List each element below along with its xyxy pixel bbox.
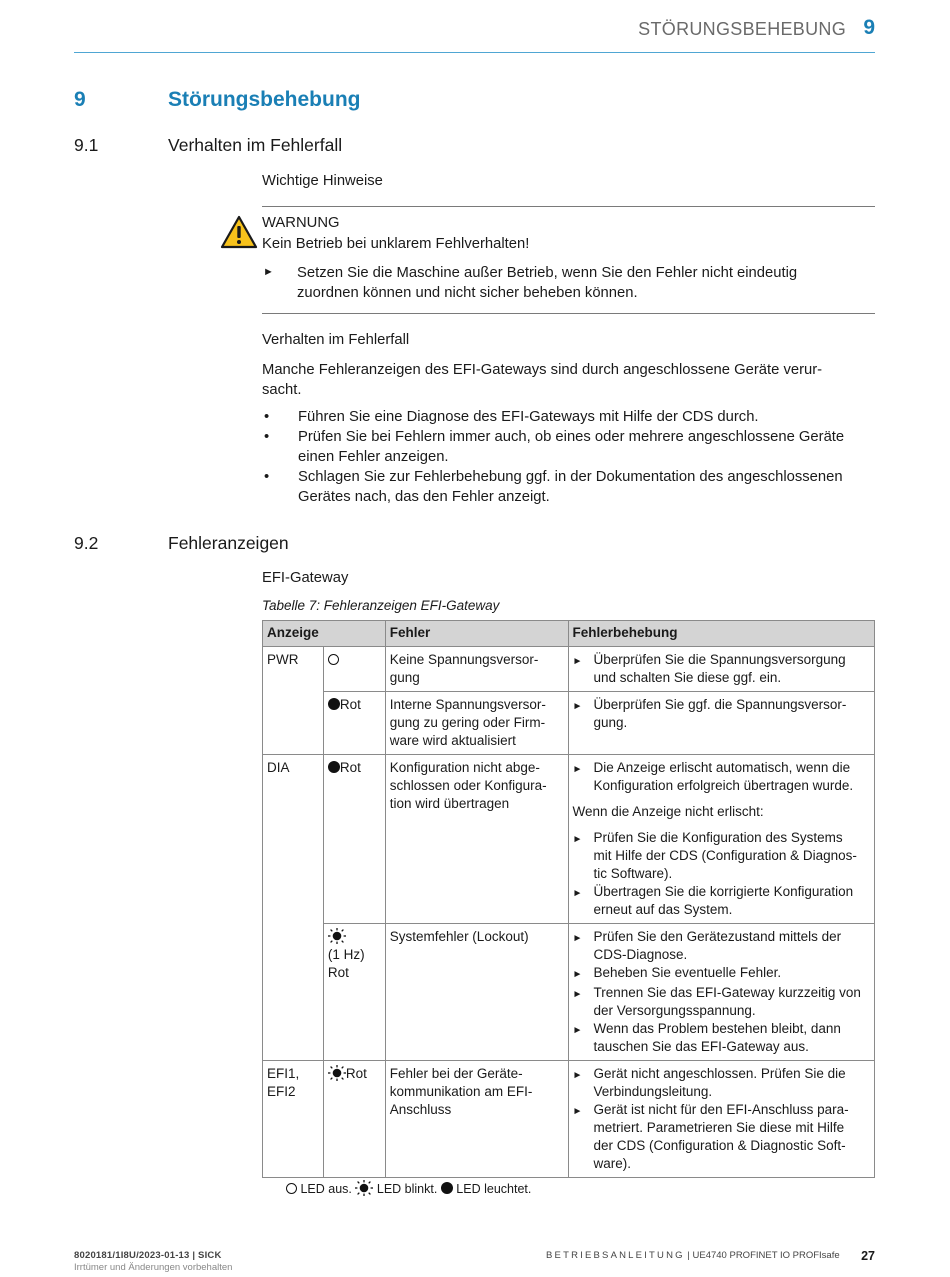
arrow-icon: ► [263, 266, 274, 278]
behebung-note: Wenn die Anzeige nicht erlischt: [572, 804, 764, 819]
gateway-heading: EFI-Gateway [262, 570, 349, 586]
led-legend: LED aus. LED blinkt. LED leuchtet. [286, 1180, 531, 1196]
fehler-cell: Interne Spannungsversor- gung zu gering oder Firm- ware wird aktualisiert [385, 692, 568, 755]
behebung-cell: ► Gerät nicht angeschlossen. Prüfen Sie die Verbindungsleitung. ► Gerät ist nicht für den EFI-Anschluss para- metriert. Parametrieren Sie diese mit Hilfe der CDS (Configuration & Diagnostic Soft- ware). [568, 1061, 874, 1178]
behebung-cell: ► Prüfen Sie den Gerätezustand mittels der CDS-Diagnose. ► Beheben Sie eventuelle Fehler. ► Trennen Sie das EFI-Gateway kurzzeitig von der Versorgungsspannung. ► Wenn das Problem bestehen bleibt, dann tauschen Sie das EFI-Gateway aus. [568, 924, 874, 1061]
warning-top-rule [262, 206, 875, 207]
subsection-1-number: 9.1 [74, 135, 99, 155]
header-chapter-number: 9 [863, 16, 875, 39]
led-state-cell: Rot [323, 1061, 385, 1178]
fehler-cell: Fehler bei der Geräte- kommunikation am EFI- Anschluss [385, 1061, 568, 1178]
led-on-icon [328, 698, 340, 710]
table-row [263, 755, 875, 924]
arrow-icon: ► [572, 969, 583, 980]
led-state-cell: (1 Hz) Rot [323, 924, 385, 1061]
verhalten-bullet-list [262, 407, 875, 507]
list-item: • Schlagen Sie zur Fehlerbehebung ggf. in der Dokumentation des angeschlossenen Gerätes nach, das den Fehler anzeigt. [262, 467, 875, 507]
table-row [263, 692, 875, 755]
header-divider [74, 52, 875, 53]
led-on-icon [441, 1182, 453, 1194]
footer-doc-type: BETRIEBSANLEITUNG | UE4740 PROFINET IO PROFIsafe [546, 1250, 840, 1261]
table-row [263, 647, 875, 692]
warning-text: Kein Betrieb bei unklarem Fehlverhalten! [262, 236, 530, 252]
arrow-icon: ► [572, 888, 583, 899]
list-item: • Prüfen Sie bei Fehlern immer auch, ob eines oder mehrere angeschlossene Geräte einen Fehler anzeigen. [262, 427, 875, 467]
anzeige-efi: EFI1, EFI2 [263, 1061, 324, 1178]
arrow-icon: ► [572, 1025, 583, 1036]
table-header-row [263, 621, 875, 647]
arrow-icon: ► [572, 1106, 583, 1117]
anzeige-pwr: PWR [263, 647, 324, 755]
led-off-icon [328, 654, 339, 665]
warning-action: Setzen Sie die Maschine außer Betrieb, wenn Sie den Fehler nicht eindeutig zuordnen können und nicht sicher beheben können. [297, 265, 798, 301]
warning-triangle-icon [220, 215, 258, 249]
subsection-2-title: Fehleranzeigen [168, 533, 289, 553]
header-fehlerbehebung: Fehlerbehebung [568, 621, 874, 647]
led-state-cell: Rot [323, 755, 385, 924]
table-row [263, 1061, 875, 1178]
arrow-icon: ► [572, 764, 583, 775]
arrow-icon: ► [572, 701, 583, 712]
led-on-icon [328, 761, 340, 773]
led-off-icon [286, 1183, 297, 1194]
section-title: Störungsbehebung [168, 88, 361, 111]
warning-bottom-rule [262, 313, 875, 314]
arrow-icon: ► [572, 933, 583, 944]
page-number: 27 [861, 1249, 875, 1263]
header-anzeige: Anzeige [263, 621, 386, 647]
table-caption: Tabelle 7: Fehleranzeigen EFI-Gateway [262, 598, 500, 613]
subsection-1-title: Verhalten im Fehlerfall [168, 135, 343, 155]
warning-label: WARNUNG [262, 215, 340, 231]
arrow-icon: ► [572, 1070, 583, 1081]
led-state-cell [323, 647, 385, 692]
led-blink-icon [355, 1180, 373, 1196]
fehler-cell: Systemfehler (Lockout) [385, 924, 568, 1061]
led-blink-icon [328, 928, 346, 944]
header-title: STÖRUNGSBEHEBUNG [638, 19, 846, 39]
header-fehler: Fehler [385, 621, 568, 647]
fehler-cell: Konfiguration nicht abge- schlossen oder Konfigura- tion wird übertragen [385, 755, 568, 924]
verhalten-heading: Verhalten im Fehlerfall [262, 332, 410, 348]
fehleranzeigen-table [262, 620, 875, 1178]
list-item: • Führen Sie eine Diagnose des EFI-Gateways mit Hilfe der CDS durch. [262, 407, 875, 427]
subsection-2-number: 9.2 [74, 533, 99, 553]
table-row [263, 924, 875, 1061]
hinweise-heading: Wichtige Hinweise [262, 173, 383, 189]
behebung-cell: ► Überprüfen Sie die Spannungsversorgung und schalten Sie diese ggf. ein. [568, 647, 874, 692]
section-number: 9 [74, 88, 86, 111]
fehler-cell: Keine Spannungsversor- gung [385, 647, 568, 692]
verhalten-intro: Manche Fehleranzeigen des EFI-Gateways sind durch angeschlossene Geräte verur- sacht. [262, 362, 823, 398]
anzeige-dia: DIA [263, 755, 324, 1061]
footer-doc-id: 8020181/1I8U/2023-01-13 | SICK [74, 1250, 222, 1261]
led-state-cell: Rot [323, 692, 385, 755]
footer-disclaimer: Irrtümer und Änderungen vorbehalten [74, 1262, 233, 1273]
behebung-cell: ► Überprüfen Sie ggf. die Spannungsversor- gung. [568, 692, 874, 755]
behebung-cell: ► Die Anzeige erlischt automatisch, wenn die Konfiguration erfolgreich übertragen wurde. Wenn die Anzeige nicht erlischt: ► Prüfen Sie die Konfiguration des Systems mit Hilfe der CDS (Configuration & Diagnos- tic Software). ► Übertragen Sie die korrigierte Konfiguration erneut auf das System. [568, 755, 874, 924]
led-blink-icon [328, 1065, 346, 1081]
arrow-icon: ► [572, 834, 583, 845]
arrow-icon: ► [572, 656, 583, 667]
arrow-icon: ► [572, 989, 583, 1000]
